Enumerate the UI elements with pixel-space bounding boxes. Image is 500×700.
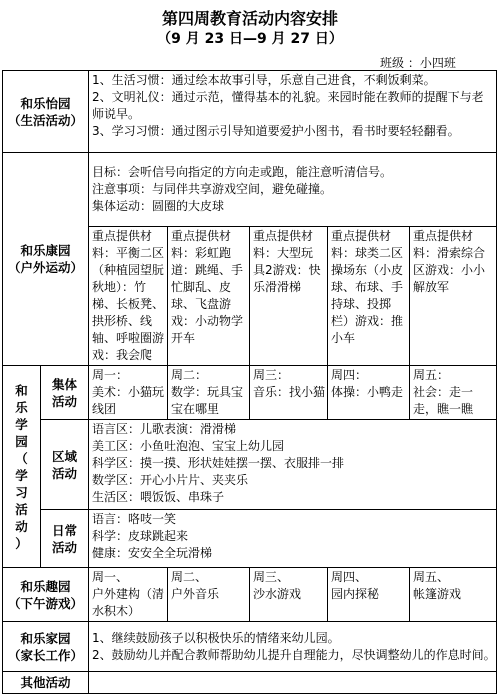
- outdoor-group: 集体运动：圆圈的大皮球: [92, 199, 225, 213]
- group-day-5: 周五： 社会：走一 走，瞧一瞧: [410, 366, 497, 420]
- group-day-4: 周四： 体操：小鸭走: [328, 366, 410, 420]
- family-line-1: 1、继续鼓励孩子以积极快乐的情绪来幼儿园。: [92, 630, 340, 645]
- outdoor-notice: 注意事项：与同伴共享游戏空间，避免碰撞。: [92, 182, 333, 196]
- area-line-1: 语言区：儿歌表演：滑滑梯: [92, 422, 237, 436]
- learning-area-row: [3, 420, 497, 510]
- interest-day-3: 周三、 沙水游戏: [250, 568, 328, 622]
- interest-day-1: 周一、 户外建构（清 水积木）: [89, 568, 168, 622]
- area-line-5: 生活区：喂饭饭、串珠子: [92, 490, 225, 504]
- schedule-table: [2, 70, 497, 694]
- other-header: 其他活动: [3, 672, 89, 694]
- daily-line-1: 语言：咯吱一笑: [92, 512, 177, 526]
- outdoor-goals: [89, 153, 497, 227]
- outdoor-day-3: 重点提供材料：大型玩具2游戏：快乐滑滑梯: [250, 227, 328, 366]
- group-day-2: 周二： 数学：玩具宝 宝在哪里: [168, 366, 250, 420]
- date-range: （9 月 23 日—9 月 27 日）: [157, 31, 343, 47]
- outdoor-day-2: 重点提供材料：彩虹跑道：跳绳、手忙脚乱、皮球、飞盘游戏：小动物学开车: [168, 227, 250, 366]
- interest-day-5: 周五、 帐篷游戏: [410, 568, 497, 622]
- group-day-3: 周三： 音乐：找小猫: [250, 366, 328, 420]
- area-activity-label: 区域 活动: [41, 420, 89, 510]
- group-activity-label: 集体 活动: [41, 366, 89, 420]
- life-line-2: 2、文明礼仪：通过示范，懂得基本的礼貌。来园时能在教师的提醒下与老: [92, 90, 484, 104]
- learning-header: 和 乐 学 园 （ 学 习 活 动 ）: [3, 366, 41, 568]
- area-line-2: 美工区：小鱼吐泡泡、宝宝上幼儿园: [92, 439, 285, 453]
- outdoor-row-top: [3, 153, 497, 227]
- outdoor-goal: 目标：会听信号向指定的方向走或跑，能注意听清信号。: [92, 165, 393, 179]
- daily-line-2: 科学：皮球跳起来: [92, 529, 189, 543]
- learning-group-row: [3, 366, 497, 420]
- life-line-4: 3、学习习惯：通过图示引导知道要爱护小图书，看书时要轻轻翻看。: [92, 124, 460, 138]
- interest-day-4: 周四、 园内探秘: [328, 568, 410, 622]
- family-header: 和乐家园 （家长工作）: [3, 622, 89, 672]
- interest-day-2: 周二、 户外音乐: [168, 568, 250, 622]
- area-line-4: 数学区：开心小片片、夹夹乐: [92, 473, 249, 487]
- life-line-3: 师说早。: [92, 107, 141, 121]
- life-header: 和乐怡园 （生活活动）: [3, 71, 89, 153]
- class-label: 班级 ：小四班: [380, 56, 456, 70]
- life-content: [89, 71, 497, 153]
- family-content: [89, 622, 497, 672]
- daily-activity-label: 日常 活动: [41, 510, 89, 568]
- area-activity-content: [89, 420, 497, 510]
- group-day-1: 周一： 美术：小猫玩 线团: [89, 366, 168, 420]
- daily-activity-content: [89, 510, 497, 568]
- outdoor-day-1: 重点提供材料：平衡二区（种植园望朊秋地）：竹梯、长板凳、拱形桥、线轴、呼啦圈游戏：我会爬: [89, 227, 168, 366]
- life-row: [3, 71, 497, 153]
- interest-row: [3, 568, 497, 622]
- page-title: 第四周教育活动内容安排: [161, 9, 338, 28]
- area-line-3: 科学区：摸一摸、形状娃娃摆一摆、衣服排一排: [92, 456, 345, 470]
- learning-daily-row: [3, 510, 497, 568]
- interest-header: 和乐趣园 （下午游戏）: [3, 568, 89, 622]
- other-content: [89, 672, 497, 694]
- daily-line-3: 健康：安安全全玩滑梯: [92, 546, 213, 560]
- outdoor-header: 和乐康园 （户外运动）: [3, 153, 89, 366]
- family-line-2: 2、鼓励幼儿并配合教师帮助幼儿提升自理能力，尽快调整幼儿的作息时间。: [92, 647, 496, 662]
- outdoor-day-4: 重点提供材料：球类二区操场东（小皮球、布球、手持球、投掷栏）游戏：推小车: [328, 227, 410, 366]
- other-row: [3, 672, 497, 694]
- life-line-1: 1、生活习惯：通过绘本故事引导，乐意自己进食，不剩饭剩菜。: [92, 73, 436, 87]
- family-row: [3, 622, 497, 672]
- outdoor-day-5: 重点提供材料：滑索综合区游戏：小小解放军: [410, 227, 497, 366]
